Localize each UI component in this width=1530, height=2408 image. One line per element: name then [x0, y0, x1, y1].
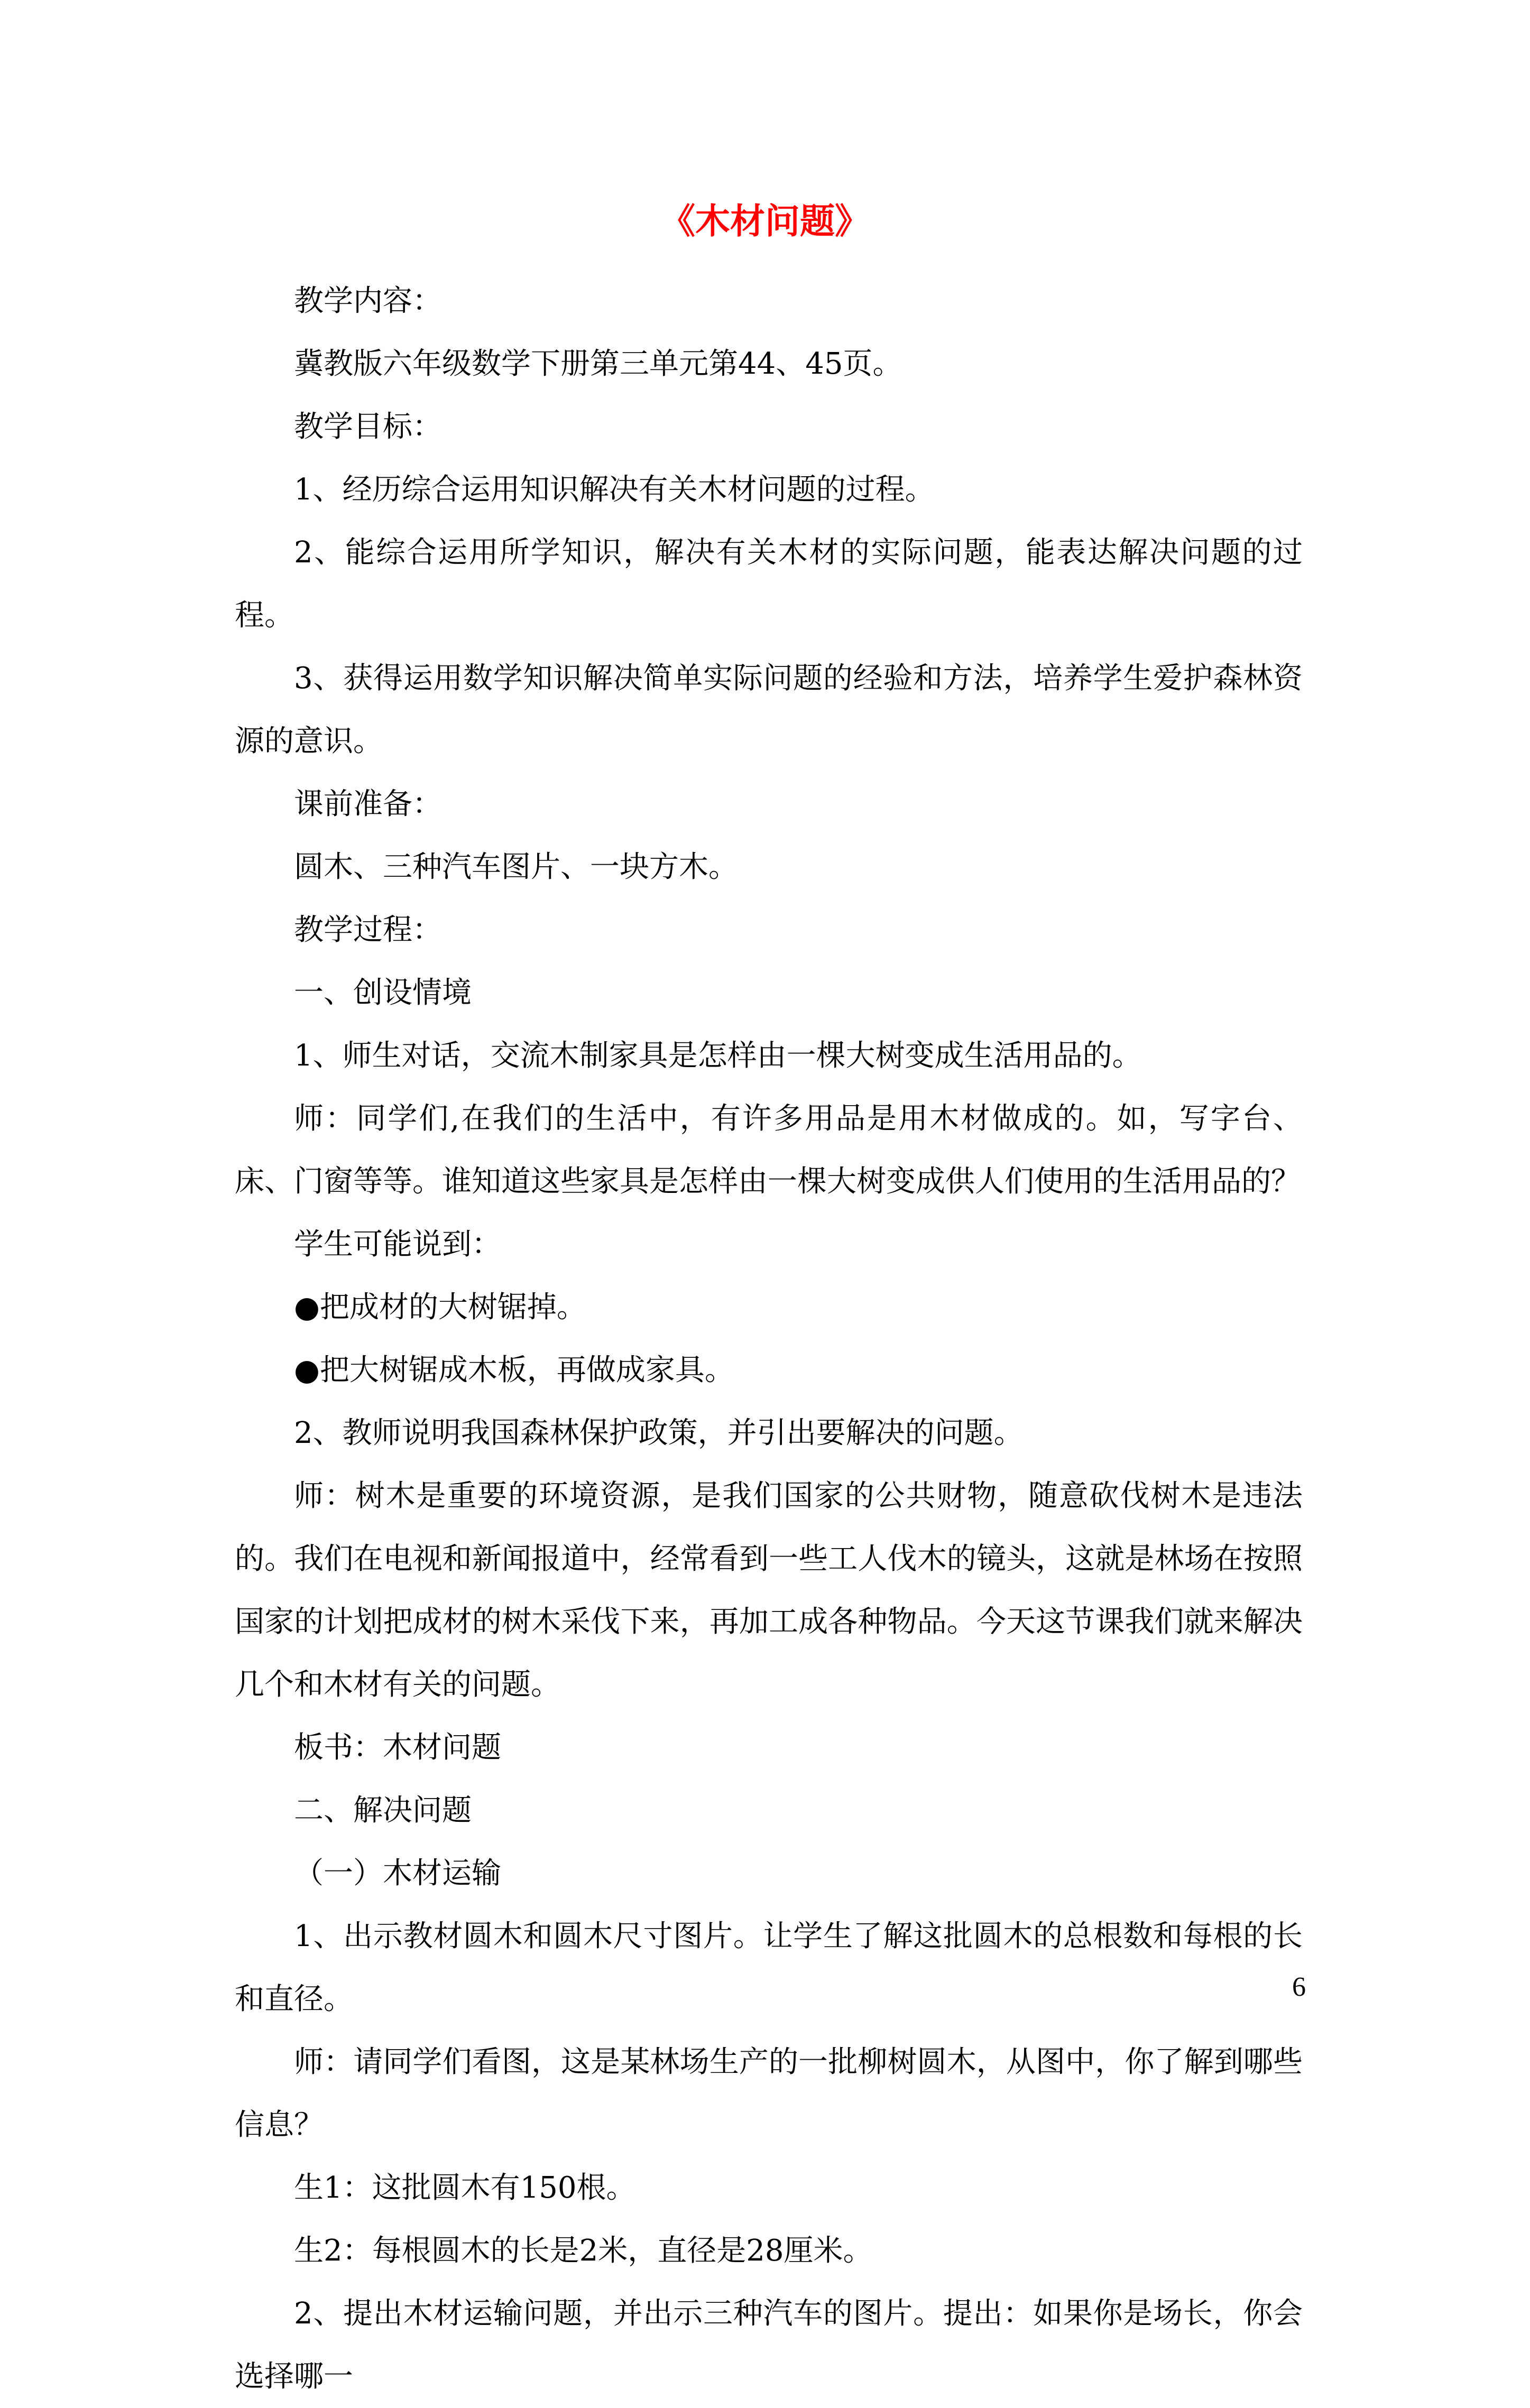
- paragraph: 板书：木材问题: [294, 1730, 501, 1765]
- document-body: [235, 270, 1303, 2408]
- paragraph: 2、教师说明我国森林保护政策，并引出要解决的问题。: [294, 1416, 1024, 1450]
- bullet-item: ●把成材的大树锯掉。: [294, 1290, 586, 1325]
- paragraph: 生1：这批圆木有150根。: [294, 2171, 636, 2205]
- paragraph: 冀教版六年级数学下册第三单元第44、45页。: [294, 347, 902, 381]
- paragraph: 生2：每根圆木的长是2米，直径是28厘米。: [294, 2234, 873, 2268]
- paragraph: 课前准备：: [294, 787, 442, 821]
- paragraph: 圆木、三种汽车图片、一块方木。: [294, 850, 738, 884]
- paragraph: 2、能综合运用所学知识，解决有关木材的实际问题，能表达解决问题的过程。: [235, 535, 1303, 633]
- paragraph: 1、出示教材圆木和圆木尺寸图片。让学生了解这批圆木的总根数和每根的长和直径。: [235, 1919, 1303, 2016]
- bullet-item: ●把大树锯成木板，再做成家具。: [294, 1353, 734, 1387]
- paragraph: 教学内容：: [294, 284, 442, 318]
- document-title: 《木材问题》: [660, 200, 870, 242]
- paragraph: 师：请同学们看图，这是某林场生产的一批柳树圆木，从图中，你了解到哪些信息？: [235, 2045, 1303, 2142]
- subsection-heading: （一）木材运输: [294, 1856, 501, 1891]
- page-number: 6: [1292, 1972, 1306, 2002]
- paragraph: 1、师生对话，交流木制家具是怎样由一棵大树变成生活用品的。: [294, 1039, 1142, 1073]
- section-heading: 一、创设情境: [294, 976, 472, 1010]
- paragraph: 师：树木是重要的环境资源，是我们国家的公共财物，随意砍伐树木是违法的。我们在电视和新闻报道中，经常看到一些工人伐木的镜头，这就是林场在按照国家的计划把成材的树木采伐下来，再加工成各种物品。今天这节课我们就来解决几个和木材有关的问题。: [235, 1479, 1303, 1702]
- paragraph: 2、提出木材运输问题，并出示三种汽车的图片。提出：如果你是场长，你会选择哪一: [235, 2296, 1303, 2394]
- paragraph: 师：同学们,在我们的生活中，有许多用品是用木材做成的。如，写字台、床、门窗等等。谁知道这些家具是怎样由一棵大树变成供人们使用的生活用品的？: [235, 1101, 1303, 1199]
- paragraph: 教学过程：: [294, 913, 442, 947]
- paragraph: 教学目标：: [294, 410, 442, 444]
- paragraph: 3、获得运用数学知识解决简单实际问题的经验和方法，培养学生爱护森林资源的意识。: [235, 661, 1303, 758]
- paragraph: 学生可能说到：: [294, 1227, 501, 1262]
- section-heading: 二、解决问题: [294, 1793, 472, 1828]
- paragraph: 1、经历综合运用知识解决有关木材问题的过程。: [294, 473, 935, 507]
